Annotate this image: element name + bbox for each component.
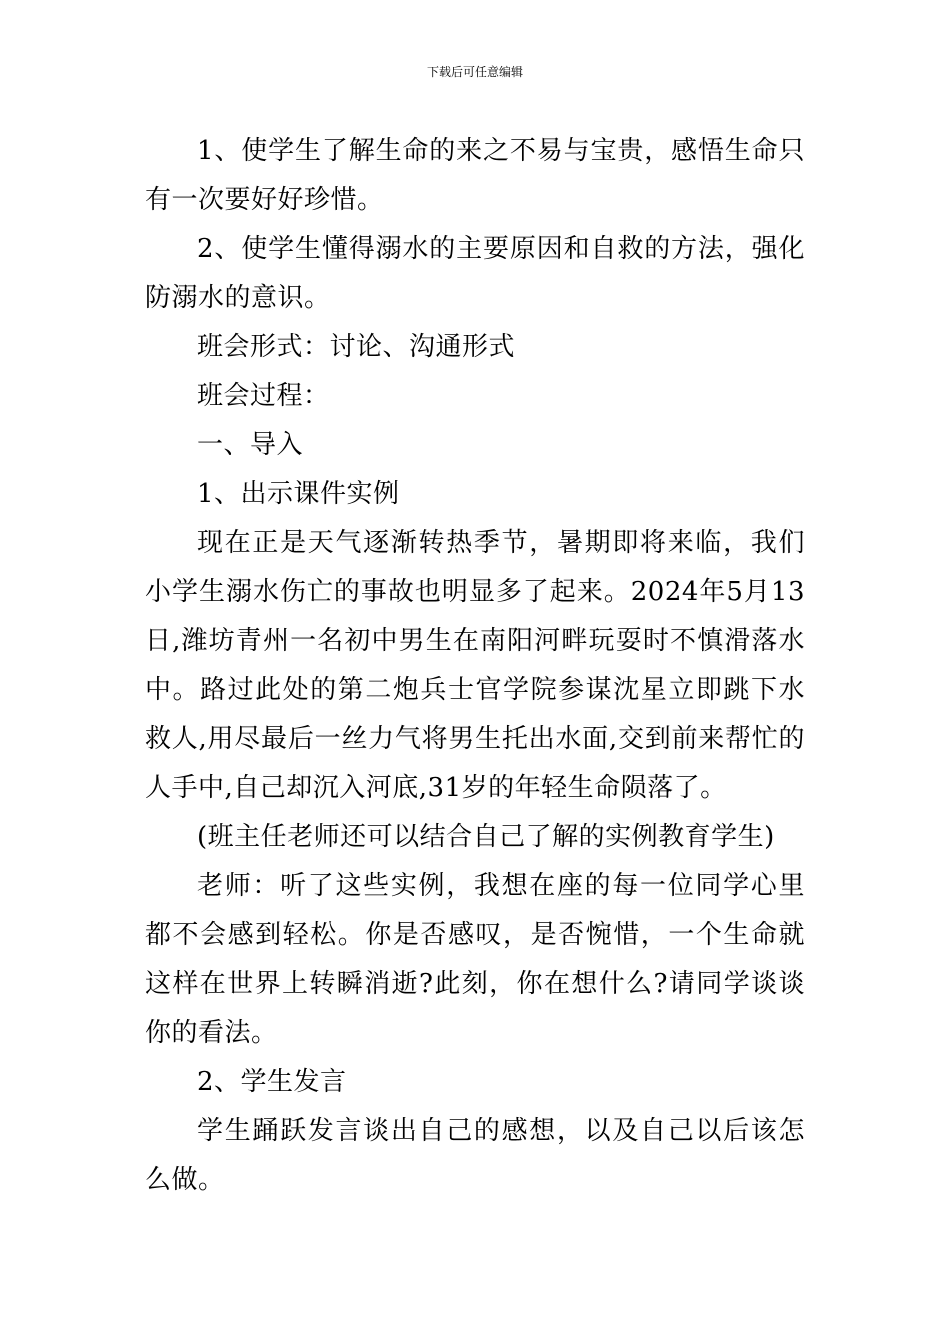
document-body: [145, 127, 805, 1205]
paragraph-student-speech: 学生踊跃发言谈出自己的感想，以及自己以后该怎么做。: [145, 1116, 805, 1195]
paragraph-meeting-process: 班会过程：: [197, 381, 330, 411]
page-header: 下载后可任意编辑: [426, 65, 523, 79]
paragraph-meeting-format: 班会形式：讨论、沟通形式: [197, 332, 516, 362]
paragraph-teacher-speech: 老师：听了这些实例，我想在座的每一位同学心里都不会感到轻松。你是否感叹，是否惋惜，一个生命就这样在世界上转瞬消逝?此刻，你在想什么?请同学谈谈你的看法。: [145, 871, 805, 1048]
paragraph-objective-2: 2、使学生懂得溺水的主要原因和自救的方法，强化防溺水的意识。: [145, 234, 805, 313]
section-heading-introduction: 一、导入: [197, 430, 304, 460]
paragraph-objective-1: 1、使学生了解生命的来之不易与宝贵，感悟生命只有一次要好好珍惜。: [145, 136, 805, 215]
paragraph-example-story: 现在正是天气逐渐转热季节，暑期即将来临，我们小学生溺水伤亡的事故也明显多了起来。2024年5月13日,潍坊青州一名初中男生在南阳河畔玩耍时不慎滑落水中。路过此处的第二炮兵士官学院参谋沈星立即跳下水救人,用尽最后一丝力气将男生托出水面,交到前来帮忙的人手中,自己却沉入河底,31岁的年轻生命陨落了。: [145, 528, 805, 803]
paragraph-teacher-note: (班主任老师还可以结合自己了解的实例教育学生): [197, 822, 775, 852]
subheading-show-example: 1、出示课件实例: [197, 479, 400, 509]
subheading-student-speech: 2、学生发言: [197, 1067, 347, 1097]
